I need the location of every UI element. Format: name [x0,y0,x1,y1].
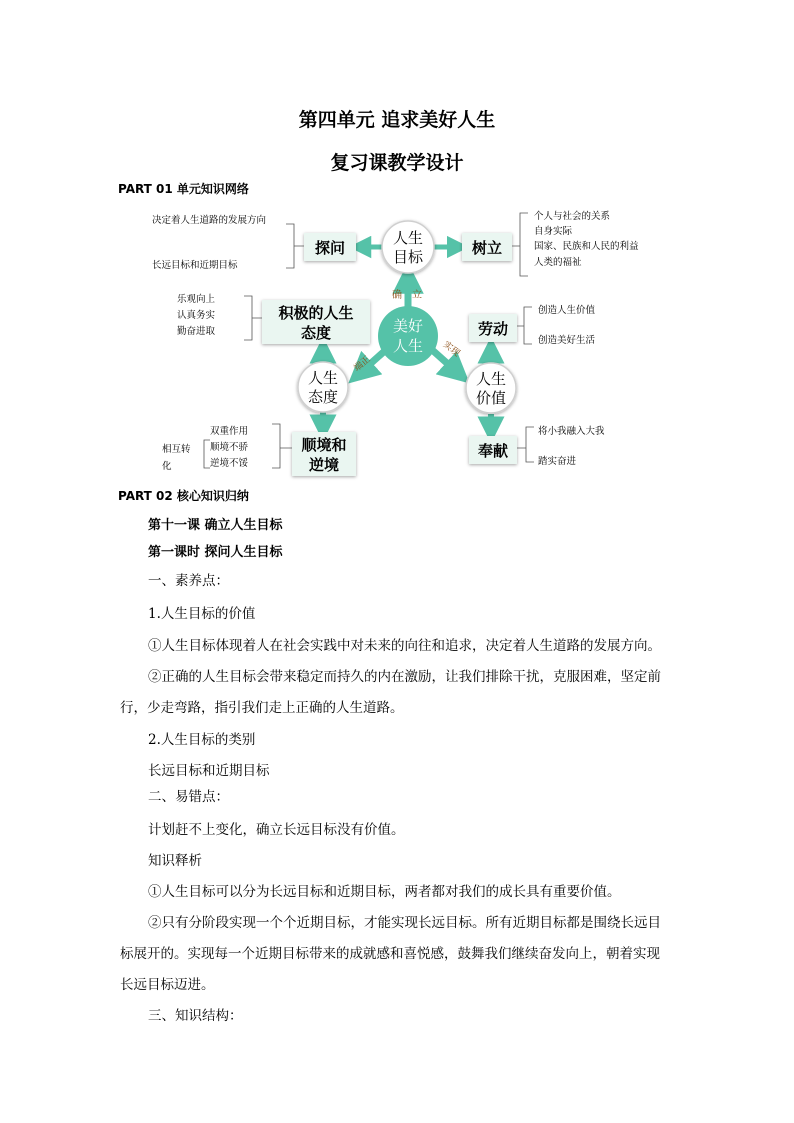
positive-note-3: 勤奋进取 [177,326,216,337]
center-label-1: 美好 [392,317,424,335]
establish-note-3: 国家、民族和人民的利益 [534,241,639,252]
box-positive-label-2: 态度 [300,324,332,342]
section-1-heading: 一、素养点： [148,573,229,589]
attitude-label-1: 人生 [307,369,339,387]
bracket-explore [286,224,304,268]
section-3-heading: 三、知识结构： [148,1008,243,1024]
labor-note-2: 创造美好生活 [538,335,596,346]
edge-label-confirm-2: 立 [412,290,422,301]
labor-note-1: 创造人生价值 [538,305,596,316]
value-label-2: 价值 [475,389,507,407]
paragraph-5: 知识释析 [148,853,202,869]
part2-label: PART 02 核心知识归纳 [118,489,249,503]
part1-label: PART 01 单元知识网络 [118,182,249,196]
paragraph-7-line-2: 标展开的。实现每一个近期目标带来的成就感和喜悦感，鼓舞我们继续奋发向上，朝着实现 [120,946,660,962]
lesson-title: 第十一课 确立人生目标 [148,518,283,533]
adversity-note-1: 双重作用 [210,426,249,437]
center-circle [378,306,438,366]
paragraph-4: 计划赶不上变化，确立长远目标没有价值。 [148,822,405,838]
paragraph-2-line-2: 行，少走弯路，指引我们走上正确的人生道路。 [120,700,404,716]
establish-note-4: 人类的福祉 [534,257,582,268]
convert-note-2: 化 [162,461,172,472]
knowledge-network-diagram [0,0,794,490]
section-1-2-heading: 2.人生目标的类别 [148,732,256,748]
box-labor-label: 劳动 [477,320,509,338]
bracket-positive [244,296,262,340]
paragraph-1: ①人生目标体现着人在社会实践中对未来的向往和追求，决定着人生道路的发展方向。 [148,638,661,654]
establish-note-1: 个人与社会的关系 [534,211,611,222]
box-establish-label: 树立 [471,239,503,257]
box-adversity-label-1: 顺境和 [301,436,347,454]
page-title: 第四单元 追求美好人生 [298,109,496,131]
section-2-heading: 二、易错点： [148,789,229,805]
paragraph-7-line-3: 长远目标迈进。 [120,977,215,993]
edge-label-confirm-1: 确 [392,290,402,301]
dedication-note-2: 踏实奋进 [538,456,577,467]
attitude-label-2: 态度 [307,388,339,406]
dedication-note-1: 将小我融入大我 [538,426,605,437]
explore-note-1: 决定着人生道路的发展方向 [152,215,267,226]
center-label-2: 人生 [392,337,424,355]
page-subtitle: 复习课教学设计 [330,152,464,174]
goal-label-1: 人生 [392,229,424,247]
paragraph-2-line-1: ②正确的人生目标会带来稳定而持久的内在激励，让我们排除干扰，克服困难，坚定前 [148,669,661,685]
box-explore-label: 探问 [314,239,346,257]
convert-note-1: 相互转 [162,444,191,455]
bracket-adversity [272,424,292,468]
box-positive-label-1: 积极的人生 [278,304,354,322]
paragraph-3: 长远目标和近期目标 [148,763,270,779]
edge-label-realize: 实现 [441,339,462,359]
paragraph-6: ①人生目标可以分为长远目标和近期目标，两者都对我们的成长具有重要价值。 [148,884,621,900]
adversity-note-2: 顺境不骄 [210,442,249,453]
positive-note-1: 乐观向上 [177,294,216,305]
bracket-dedication [517,427,534,462]
establish-note-2: 自身实际 [534,226,573,237]
positive-note-2: 认真务实 [177,310,216,321]
edge-label-correct: 端正 [352,354,373,374]
bracket-labor [517,307,532,344]
bracket-establish [512,213,528,276]
period-title: 第一课时 探问人生目标 [148,545,283,560]
adversity-note-3: 逆境不馁 [210,458,249,469]
paragraph-7-line-1: ②只有分阶段实现一个个近期目标，才能实现长远目标。所有近期目标都是围绕长远目 [148,915,661,931]
goal-label-2: 目标 [392,248,424,266]
section-1-1-heading: 1.人生目标的价值 [148,606,256,622]
value-label-1: 人生 [475,370,507,388]
explore-note-2: 长远目标和近期目标 [152,260,238,271]
box-dedication-label: 奉献 [477,442,509,460]
box-adversity-label-2: 逆境 [308,456,340,474]
